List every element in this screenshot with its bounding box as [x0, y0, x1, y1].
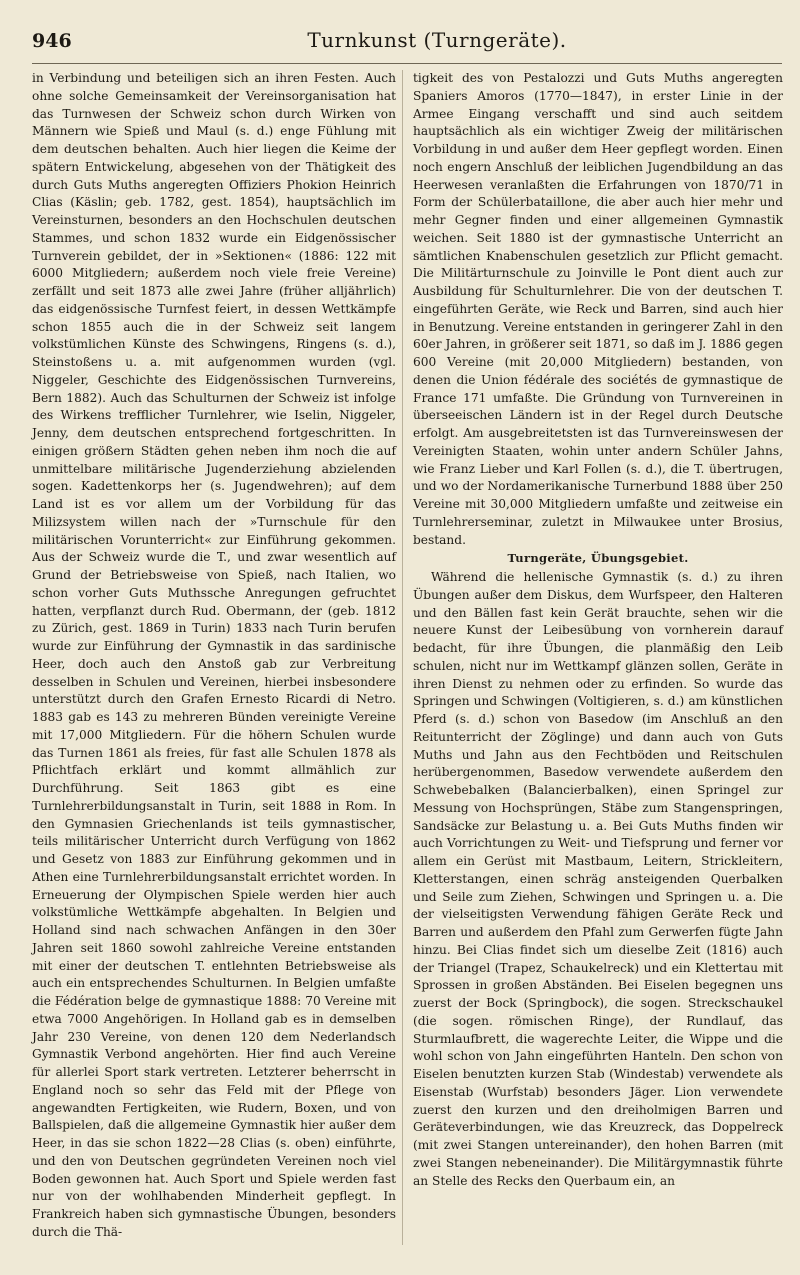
page-header — [32, 28, 782, 58]
left-column — [32, 70, 396, 1242]
left-column-text: in Verbindung und beteiligen sich an ihren Festen. Auch ohne solche Gemeinsamkeit der Vereinsorganisation hat das Turnwesen der Schweiz schon durch Wirken von Männern wie Spieß und Maul (s. d.) enge Fühlung mit dem deutschen behalten. Auch hier liegen die Keime der spätern Entwickelung, abgesehen von der Thätigkeit des durch Guts Muths angeregten Offiziers Phokion Heinrich Clias (Käslin; geb. 1782, gest. 1854), hauptsächlich im Vereinsturnen, besonders an den Hochschulen deutschen Stammes, und schon 1832 wurde ein Eidgenössischer Turnverein gebildet, der in »Sektionen« (1886: 122 mit 6000 Mitgliedern; außerdem noch viele freie Vereine) zerfällt und seit 1873 alle zwei Jahre (früher alljährlich) das eidgenössische Turnfest feiert, in dessen Wettkämpfe schon 1855 auch die in der Schweiz seit langem volkstümlichen Künste des Schwingens, Ringens (s. d.), Steinstoßens u. a. mit aufgenommen wurden (vgl. Niggeler, Geschichte des Eidgenössischen Turnvereins, Bern 1882). Auch das Schulturnen der Schweiz ist infolge des Wirkens trefflicher Turnlehrer, wie Iselin, Niggeler, Jenny, dem deutschen entsprechend fortgeschritten. In einigen größern Städten gehen neben ihm noch die auf unmittelbare militärische Jugenderziehung abzielenden sogen. Kadettenkorps her (s. Jugendwehren); auf dem Land ist es vor allem um der Vorbildung für das Milizsystem willen nach der »Turnschule für den militärischen Vorunterricht« zur Einführung gekommen. Aus der Schweiz wurde die T., und zwar wesentlich auf Grund der Betriebsweise von Spieß, nach Italien, wo schon vorher Guts Muthssche Anregungen gefruchtet hatten, verpflanzt durch Rud. Obermann, der (geb. 1812 zu Zürich, gest. 1869 in Turin) 1833 nach Turin berufen wurde zur Einführung der Gymnastik in das sardinische Heer, doch auch den Anstoß gab zur Verbreitung desselben in Schulen und Vereinen, hierbei insbesondere unterstützt durch den Grafen Ernesto Ricardi di Netro. 1883 gab es 143 zu mehreren Bünden vereinigte Vereine mit 17,000 Mitgliedern. Für die höhern Schulen wurde das Turnen 1861 als freies, für fast alle Schulen 1878 als Pflichtfach erklärt und kommt allmählich zur Durchführung. Seit 1863 gibt es eine Turnlehrerbildungsanstalt in Turin, seit 1888 in Rom. In den Gymnasien Griechenlands ist teils gymnastischer, teils militärischer Unterricht durch Verfügung von 1862 und Gesetz von 1883 zur Einführung gekommen und in Athen eine Turnlehrerbildungsanstalt errichtet worden. In Erneuerung der Olympischen Spiele werden hier auch volkstümliche Wettkämpfe abgehalten. In Belgien und Holland sind nach schwachen Anfängen in den 30er Jahren seit 1860 sowohl zahlreiche Vereine entstanden mit einer der deutschen T. entlehnten Betriebsweise als auch ein entsprechendes Schulturnen. In Belgien umfaßte die Fédération belge de gymnastique 1888: 70 Vereine mit etwa 7000 Angehörigen. In Holland gab es in demselben Jahr 230 Vereine, von denen 120 dem Nederlandsch Gymnastik Verbond angehörten. Hier find auch Vereine für allerlei Sport stark vertreten. Letzterer beherrscht in England noch so sehr das Feld mit der Pflege von angewandten Fertigkeiten, wie Rudern, Boxen, und von Ballspielen, daß die allgemeine Gymnastik hier außer dem Heer, in das sie schon 1822—28 Clias (s. oben) einführte, und den von Deutschen gegründeten Vereinen noch viel Boden gewonnen hat. Auch Sport und Spiele werden fast nur von der wohlhabenden Minderheit gepflegt. In Frankreich haben sich gymnastische Übungen, besonders durch die Thä- — [32, 71, 396, 1239]
header-rule — [32, 63, 782, 64]
column-divider — [402, 70, 403, 1245]
section-heading: Turngeräte, Übungsgebiet. — [507, 551, 689, 566]
right-column — [413, 70, 783, 1190]
right-column-text-2: Während die hellenische Gymnastik (s. d.) zu ihren Übungen außer dem Diskus, dem Wurfspeer, den Halteren und den Bällen fast kein Gerät brauchte, sehen wir die neuere Kunst der Leibesübung von vornherein darauf bedacht, für ihre Übungen, die planmäßig den Leib schulen, nicht nur im Wettkampf glänzen sollen, Geräte in ihren Dienst zu nehmen oder zu erfinden. So wurde das Springen und Schwingen (Voltigieren, s. d.) am künstlichen Pferd (s. d.) schon von Basedow (im Anschluß an den Reitunterricht der Zöglinge) und dann auch von Guts Muths und Jahn aus den Fechtböden und Reitschulen herübergenommen, Basedow verwendete außerdem den Schwebebalken (Balancierbalken), einen Springel zur Messung von Hochsprüngen, Stäbe zum Stangenspringen, Sandsäcke zur Belastung u. a. Bei Guts Muths finden wir auch Vorrichtungen zu Weit- und Tiefsprung und ferner vor allem ein Gerüst mit Mastbaum, Leitern, Strickleitern, Kletterstangen, einen schräg ansteigenden Querbalken und Seile zum Ziehen, Schwingen und Springen u. a. Die der vielseitigsten Verwendung fähigen Geräte Reck und Barren und außerdem den Pfahl zum Gerwerfen fügte Jahn hinzu. Bei Clias findet sich um dieselbe Zeit (1816) auch der Triangel (Trapez, Schaukelreck) und ein Klettertau mit Sprossen in großen Abständen. Bei Eiselen begegnen uns zuerst der Bock (Springbock), die sogen. Streckschaukel (die sogen. römischen Ringe), der Rundlauf, das Sturmlaufbrett, die wagerechte Leiter, die Wippe und die wohl schon von Jahn eingeführten Hanteln. Den schon von Eiselen benutzten kurzen Stab (Windestab) verwendete als Eisenstab (Wurfstab) besonders Jäger. Lion verwendete zuerst den kurzen und den dreiholmigen Barren und Geräteverbindungen, wie das Kreuzreck, das Doppelreck (mit zwei Stangen untereinander), den hohen Barren (mit zwei Stangen nebeneinander). Die Militärgymnastik führte an Stelle des Recks den Querbaum ein, an — [413, 570, 783, 1188]
running-head: Turnkunst (Turngeräte). — [307, 28, 567, 52]
page-number: 946 — [32, 30, 72, 52]
right-column-text-1: tigkeit des von Pestalozzi und Guts Muths angeregten Spaniers Amoros (1770—1847), in erster Linie in der Armee Eingang verschafft und sind auch seitdem hauptsächlich als ein wichtiger Zweig der militärischen Vorbildung in und außer dem Heer gepflegt worden. Einen noch engern Anschluß der leiblichen Jugendbildung an das Heerwesen veranlaßten die Erfahrungen von 1870/71 in Form der Schülerbataillone, die aber auch hier mehr und mehr Gegner finden und einer allgemeinen Gymnastik weichen. Seit 1880 ist der gymnastische Unterricht an sämtlichen Knabenschulen gesetzlich zur Pflicht gemacht. Die Militärturnschule zu Joinville le Pont dient auch zur Ausbildung für Schulturnlehrer. Die von der deutschen T. eingeführten Geräte, wie Reck und Barren, sind auch hier in Benutzung. Vereine entstanden in geringerer Zahl in den 60er Jahren, in größerer seit 1871, so daß im J. 1886 gegen 600 Vereine (mit 20,000 Mitgliedern) bestanden, von denen die Union fédérale des sociétés de gymnastique de France 171 umfaßte. Die Gründung von Turnvereinen in überseeischen Ländern ist in der Regel durch Deutsche erfolgt. Am ausgebreitetsten ist das Turnvereinswesen der Vereinigten Staaten, wohin unter andern Schüler Jahns, wie Franz Lieber und Karl Follen (s. d.), die T. übertrugen, und wo der Nordamerikanische Turnerbund 1888 über 250 Vereine mit 30,000 Mitgliedern umfaßte und zeitweise ein Turnlehrerseminar, zuletzt in Milwaukee unter Brosius, bestand. — [413, 71, 783, 547]
